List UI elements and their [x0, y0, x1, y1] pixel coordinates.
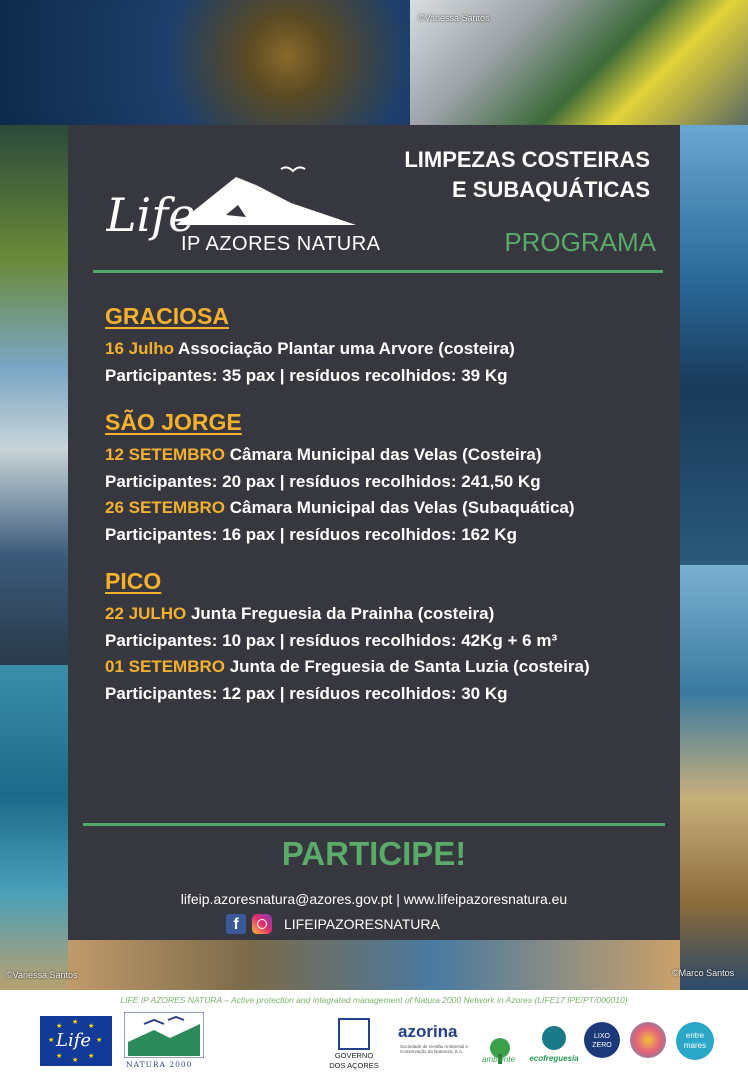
photo-credit-bottom-right: ©Marco Santos	[672, 968, 735, 978]
facebook-icon[interactable]: f	[226, 914, 246, 934]
photo-credit-bottom-left: ©Vanessa Santos	[6, 970, 78, 980]
program-label: PROGRAMA	[504, 227, 656, 257]
photo-coral-reef	[680, 565, 748, 990]
divider-bottom	[83, 823, 665, 826]
participate-heading: PARTICIPE!	[281, 835, 467, 872]
event-participants: Participantes: 35 pax | resíduos recolhidos: 39 Kg	[105, 365, 508, 385]
section-sao-jorge	[105, 409, 675, 548]
instagram-icon[interactable]	[252, 914, 272, 934]
governo-acores-logo	[328, 1018, 380, 1072]
event-date: 22 JULHO	[105, 604, 187, 623]
title-line-1: LIMPEZAS COSTEIRAS	[404, 147, 650, 172]
partner-logos	[0, 1010, 748, 1076]
event-line	[105, 336, 675, 363]
event-line	[105, 442, 675, 469]
title-line-2: E SUBAQUÁTICAS	[451, 177, 650, 202]
photo-credit-top: ©Vanessa Santos	[418, 13, 490, 23]
lixo-zero-text: LIXO ZERO	[592, 1033, 612, 1049]
ambiente-tree-icon	[480, 1028, 520, 1074]
program-schedule	[105, 303, 675, 727]
island-heading: PICO	[105, 568, 162, 594]
event-participants: Participantes: 10 pax | resíduos recolhidos: 42Kg + 6 m³	[105, 630, 558, 650]
event-line	[105, 601, 675, 628]
life-ip-azores-logo	[106, 165, 381, 260]
photo-shore-debris	[0, 125, 68, 665]
life-script-text: Life	[106, 188, 196, 242]
ecofreguesia-icon	[542, 1026, 566, 1050]
event-title: Junta de Freguesia de Santa Luzia (costeira)	[224, 657, 590, 676]
logo-subtitle: IP AZORES NATURA	[181, 233, 381, 255]
lixo-zero-logo	[584, 1022, 620, 1058]
azorina-logo: azorina	[398, 1022, 458, 1041]
event-date: 01 SETEMBRO	[105, 657, 225, 676]
section-graciosa	[105, 303, 675, 389]
gov-emblem-icon	[338, 1018, 370, 1050]
eu-life-text: Life	[56, 1030, 92, 1051]
event-line	[105, 654, 675, 681]
event-participants: Participantes: 12 pax | resíduos recolhidos: 30 Kg	[105, 683, 508, 703]
divider-top	[93, 270, 663, 273]
contact-links[interactable]: lifeip.azoresnatura@azores.gov.pt | www.lifeipazoresnatura.eu	[180, 891, 568, 907]
eu-life-logo: ★ ★ ★ ★ ★ ★ ★ ★ Life	[40, 1016, 112, 1066]
event-date: 16 Julho	[105, 339, 174, 358]
footer-funding-text: LIFE IP AZORES NATURA – Active protection and integrated management of Natura 2000 Network in Azores (LIFE17 IPE/PT/000010)	[120, 995, 628, 1005]
event-title: Junta Freguesia da Prainha (costeira)	[186, 604, 495, 623]
gov-line-1: GOVERNO	[334, 1051, 374, 1060]
photo-sea-turtle	[0, 0, 410, 125]
section-pico	[105, 568, 675, 707]
gov-line-2: DOS AÇORES	[329, 1061, 379, 1070]
island-heading: GRACIOSA	[105, 303, 229, 329]
ecofreguesia-logo	[528, 1026, 580, 1074]
photo-diver	[680, 125, 748, 565]
photo-bottom-strip	[68, 940, 680, 990]
island-heading: SÃO JORGE	[105, 409, 242, 435]
azorina-subtitle: Sociedade de Gestão Ambiental e Conservação da Natureza, S.A.	[400, 1044, 469, 1054]
social-row	[226, 913, 440, 935]
event-date: 12 SETEMBRO	[105, 445, 225, 464]
event-title: Câmara Municipal das Velas (Costeira)	[224, 445, 542, 464]
entre-mares-text: entre mares	[683, 1031, 707, 1050]
program-panel	[68, 125, 680, 940]
event-title: Câmara Municipal das Velas (Subaquática)	[224, 498, 575, 517]
ambiente-logo-text: ambiente	[482, 1055, 515, 1064]
page-title	[404, 145, 650, 205]
event-title: Associação Plantar uma Arvore (costeira)	[173, 339, 515, 358]
photo-sea-surface	[0, 665, 68, 990]
partner-circle-logo	[630, 1022, 666, 1058]
event-date: 26 SETEMBRO	[105, 498, 225, 517]
event-participants: Participantes: 16 pax | resíduos recolhidos: 162 Kg	[105, 524, 517, 544]
natura-2000-text: NATURA 2000	[126, 1060, 193, 1069]
event-participants: Participantes: 20 pax | resíduos recolhidos: 241,50 Kg	[105, 471, 541, 491]
social-handle[interactable]: LIFEIPAZORESNATURA	[284, 916, 440, 932]
event-line	[105, 495, 675, 522]
ecofreguesia-text: ecofreguesia	[529, 1054, 579, 1063]
entre-mares-logo	[676, 1022, 714, 1060]
